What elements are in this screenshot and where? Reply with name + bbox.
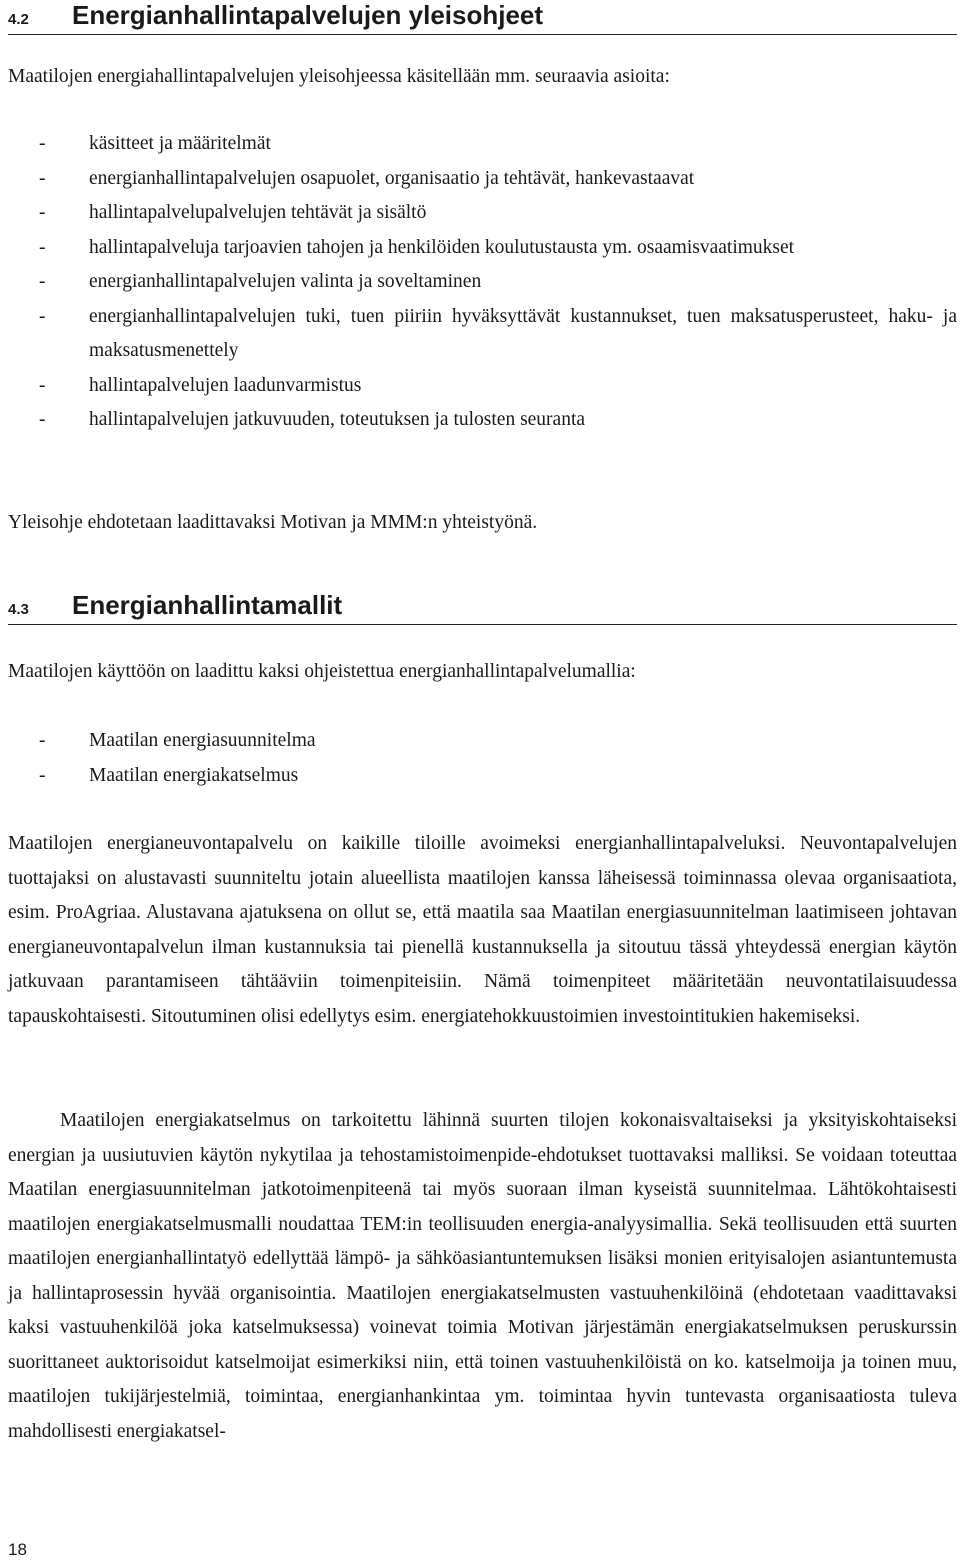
list-item: - Maatilan energiakatselmus	[8, 759, 957, 794]
list-item: - hallintapalveluja tarjoavien tahojen ja henkilöiden koulutustausta ym. osaamisvaatimukset	[8, 231, 957, 266]
list-item: - Maatilan energiasuunnitelma	[8, 724, 957, 759]
body-paragraph: Maatilojen energianeuvontapalvelu on kaikille tiloille avoimeksi energianhallintapalveluksi. Neuvontapalvelujen tuottajaksi on alustavasti suunniteltu jotain alueellista maatilojen kanssa läheisessä toiminnassa olevaa organisaatiota, esim. ProAgriaa. Alustavana ajatuksena on ollut se, että maatila saa Maatilan energiasuunnitelman laatimiseen johtavan energianeuvontapalvelun ilman kustannuksia tai pienellä kustannuksella ja sitoutuu tässä yhteydessä energian käytön jatkuvaan parantamiseen tähtääviin toimenpiteisiin. Nämä toimenpiteet määritetään neuvontatilaisuudessa tapauskohtaisesti. Sitoutuminen olisi edellytys esim. energiatehokkuustoimien investointitukien hakemiseksi.	[8, 833, 957, 1027]
section-number: 4.3	[8, 601, 29, 618]
section-4-3-heading	[8, 590, 957, 625]
section-title: Energianhallintapalvelujen yleisohjeet	[72, 0, 544, 30]
list-item: - käsitteet ja määritelmät	[8, 127, 957, 162]
section-title: Energianhallintamallit	[72, 590, 343, 620]
list-item: - hallintapalvelujen laadunvarmistus	[8, 369, 957, 404]
list-item: - hallintapalvelupalvelujen tehtävät ja sisältö	[8, 196, 957, 231]
section-4-2-heading	[8, 0, 957, 35]
list-item: - energianhallintapalvelujen valinta ja soveltaminen	[8, 265, 957, 300]
list-item: - energianhallintapalvelujen osapuolet, organisaatio ja tehtävät, hankevastaavat	[8, 162, 957, 197]
section-4-2-closing: Yleisohje ehdotetaan laadittavaksi Motivan ja MMM:n yhteistyönä.	[8, 512, 538, 533]
page-number: 18	[8, 1540, 27, 1559]
body-paragraph: Maatilojen energiakatselmus on tarkoitettu lähinnä suurten tilojen kokonaisvaltaiseksi ja yksityiskohtaiseksi energian ja uusiutuvien käytön nykytilaa ja tehostamistoimenpide-ehdotukset tuottavaksi malliksi. Se voidaan toteuttaa Maatilan energiasuunnitelman jatkotoimenpiteenä tai myös suoraan ilman kyseistä suunnitelmaa. Lähtökohtaisesti maatilojen energiakatselmusmalli noudattaa TEM:in teollisuuden energia-analyysimallia. Sekä teollisuuden että suurten maatilojen energianhallintatyö edellyttää lämpö- ja sähköasiantuntemuksen lisäksi monien erityisalojen asiantuntemusta ja hallintaprosessin hyvää organisointia. Maatilojen energiakatselmusten vastuuhenkilöinä (ehdotetaan vaadittavaksi kaksi vastuuhenkilöä joka katselmuksessa) voinevat toimia Motivan järjestämän energiakatselmuksen peruskurssin suorittaneet auktorisoidut katselmoijat esimerkiksi niin, että toinen vastuuhenkilöistä on ko. katselmoija ja toinen muu, maatilojen tukijärjestelmiä, toimintaa, energianhankintaa ym. toimintaa hyvin tuntevasta organisaatiosta tuleva mahdollisesti energiakatsel-	[8, 1110, 957, 1442]
section-4-3-list	[8, 724, 957, 793]
list-item: - energianhallintapalvelujen tuki, tuen piiriin hyväksyttävät kustannukset, tuen maksatusperusteet, haku- ja maksatusmenettely	[8, 300, 957, 369]
section-4-2-intro: Maatilojen energiahallintapalvelujen yleisohjeessa käsitellään mm. seuraavia asioita:	[8, 66, 670, 87]
section-4-2-list	[8, 127, 957, 438]
list-item: - hallintapalvelujen jatkuvuuden, toteutuksen ja tulosten seuranta	[8, 403, 957, 438]
section-number: 4.2	[8, 11, 29, 28]
section-4-3-intro: Maatilojen käyttöön on laadittu kaksi ohjeistettua energianhallintapalvelumallia:	[8, 661, 636, 682]
